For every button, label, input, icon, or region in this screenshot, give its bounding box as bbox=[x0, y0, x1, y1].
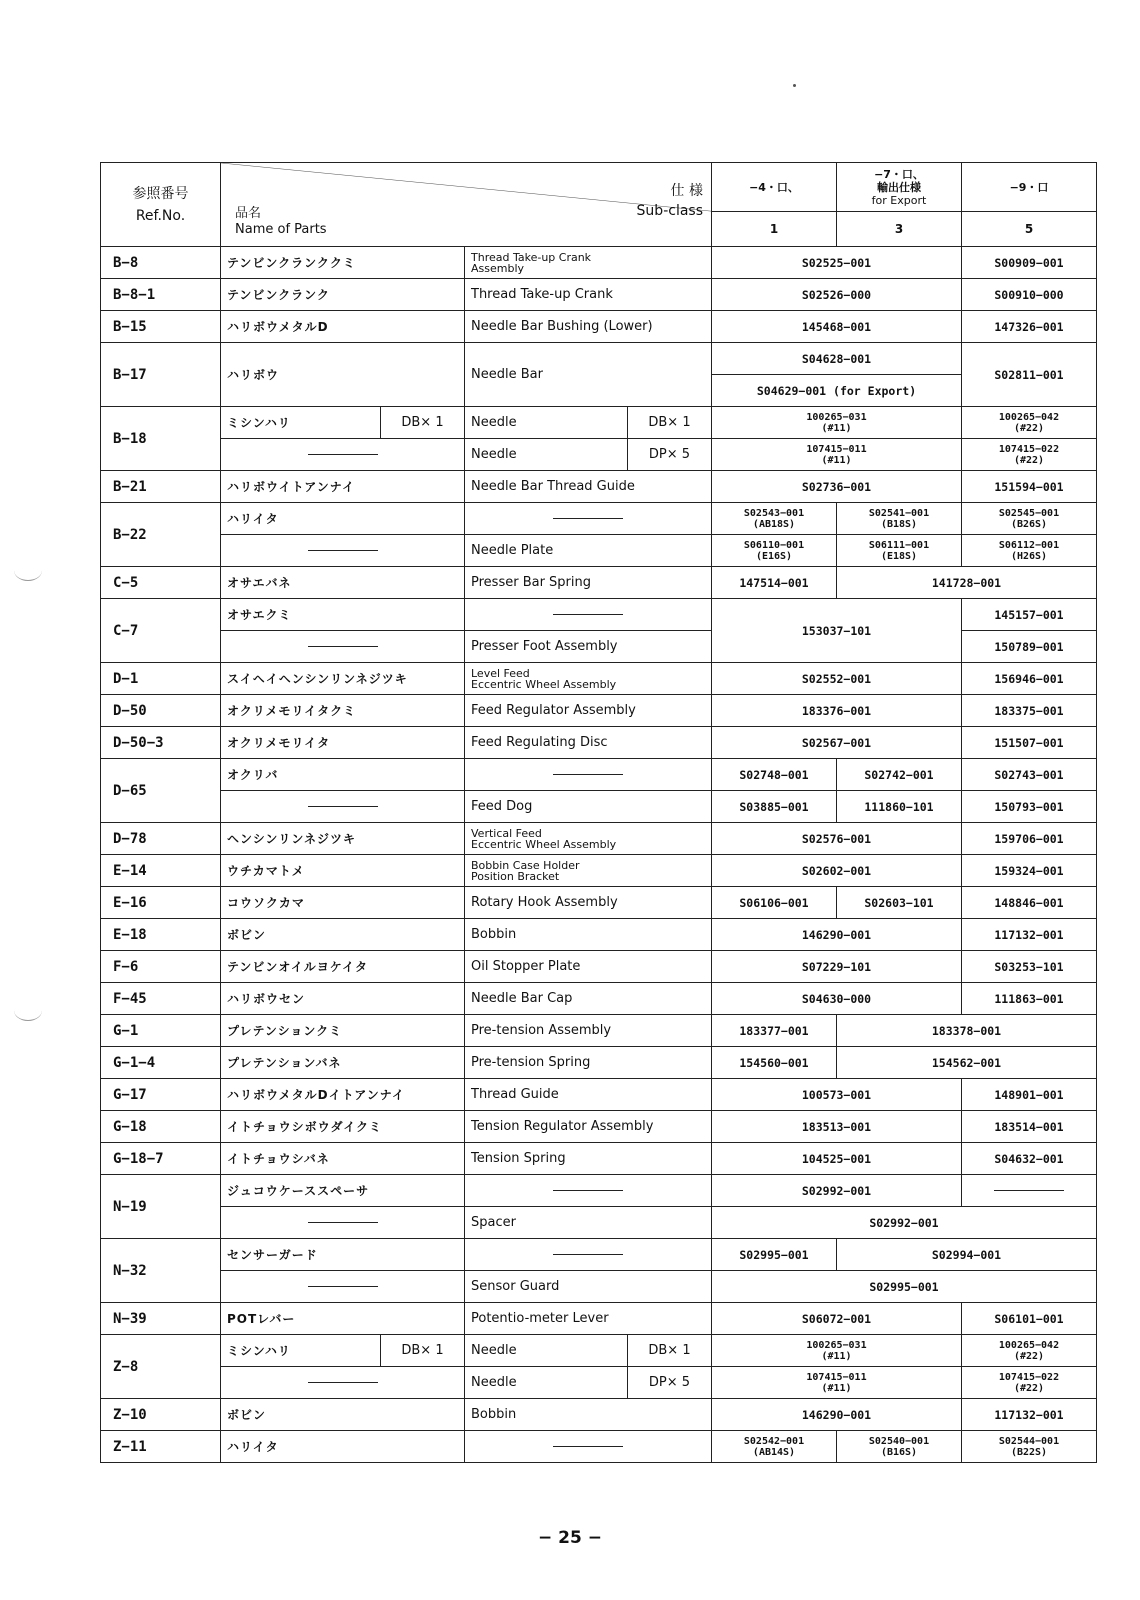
parts-table bbox=[100, 162, 1097, 1463]
table-row bbox=[101, 1431, 1097, 1463]
part-code: 151507−001 bbox=[962, 727, 1097, 759]
part-code-note: (B26S) bbox=[1010, 518, 1048, 530]
table-row bbox=[101, 1271, 1097, 1303]
name-en: Bobbin bbox=[465, 1399, 712, 1431]
name-jp: ハリボウメタルDイトアンナイ bbox=[221, 1079, 465, 1111]
name-jp: プレテンションクミ bbox=[221, 1015, 465, 1047]
name-en: Feed Dog bbox=[465, 791, 712, 823]
part-code: 145468−001 bbox=[712, 311, 962, 343]
name-jp: ハリイタ bbox=[221, 503, 465, 535]
part-code: 100573−001 bbox=[712, 1079, 962, 1111]
name-jp: ウチカマトメ bbox=[221, 855, 465, 887]
part-code: S00910−000 bbox=[962, 279, 1097, 311]
part-code: S02742−001 bbox=[837, 759, 962, 791]
ref-no: Z−8 bbox=[101, 1335, 221, 1399]
table-row bbox=[101, 951, 1097, 983]
name-jp: コウソクカマ bbox=[221, 887, 465, 919]
part-code: 183377−001 bbox=[712, 1015, 837, 1047]
name-en: Tension Regulator Assembly bbox=[465, 1111, 712, 1143]
name-en-line: Level Feed bbox=[471, 666, 530, 680]
part-code: S07229−101 bbox=[712, 951, 962, 983]
part-code: 117132−001 bbox=[962, 919, 1097, 951]
part-code: 183375−001 bbox=[962, 695, 1097, 727]
table-row bbox=[101, 279, 1097, 311]
name-jp: テンビンオイルヨケイタ bbox=[221, 951, 465, 983]
part-code bbox=[962, 1335, 1097, 1367]
table-row bbox=[101, 1111, 1097, 1143]
subclass-header bbox=[637, 181, 703, 221]
table-row bbox=[101, 983, 1097, 1015]
part-code bbox=[712, 503, 837, 535]
part-code bbox=[712, 1335, 962, 1367]
table-row bbox=[101, 567, 1097, 599]
ref-no: E−14 bbox=[101, 855, 221, 887]
part-code: S02743−001 bbox=[962, 759, 1097, 791]
part-code: S02992−001 bbox=[712, 1207, 1097, 1239]
blank-dash bbox=[221, 631, 465, 663]
name-jp: ヘンシンリンネジツキ bbox=[221, 823, 465, 855]
table-row bbox=[101, 535, 1097, 567]
blank-dash bbox=[221, 1271, 465, 1303]
variant-7-export-jp: 輸出仕様 bbox=[877, 180, 921, 194]
ref-no: B−8−1 bbox=[101, 279, 221, 311]
ref-no: F−45 bbox=[101, 983, 221, 1015]
spec-en: DP× 5 bbox=[628, 1367, 712, 1399]
part-code: 183376−001 bbox=[712, 695, 962, 727]
name-jp: イトチョウシバネ bbox=[221, 1143, 465, 1175]
name-jp: センサーガード bbox=[221, 1239, 465, 1271]
part-code: S02552−001 bbox=[712, 663, 962, 695]
table-row bbox=[101, 791, 1097, 823]
name-of-parts-header bbox=[235, 206, 327, 238]
part-code: S02994−001 bbox=[837, 1239, 1097, 1271]
part-code: 156946−001 bbox=[962, 663, 1097, 695]
part-code-note: (#22) bbox=[1013, 1350, 1045, 1362]
part-code bbox=[962, 535, 1097, 567]
ref-no: D−50−3 bbox=[101, 727, 221, 759]
name-jp: ハリイタ bbox=[221, 1431, 465, 1463]
ref-no: Z−10 bbox=[101, 1399, 221, 1431]
name-en: Thread Take-up Crank bbox=[465, 279, 712, 311]
table-row bbox=[101, 1175, 1097, 1207]
name-jp: ハリボウ bbox=[221, 343, 465, 407]
part-code-line: 107415−022 bbox=[998, 443, 1060, 455]
name-jp: ハリボウセン bbox=[221, 983, 465, 1015]
table-row bbox=[101, 439, 1097, 471]
ref-no: B−22 bbox=[101, 503, 221, 567]
name-jp: ボビン bbox=[221, 1399, 465, 1431]
part-code: S04632−001 bbox=[962, 1143, 1097, 1175]
name-jp: POTレバー bbox=[221, 1303, 465, 1335]
part-code: 183513−001 bbox=[712, 1111, 962, 1143]
speck bbox=[793, 84, 796, 87]
spec-en: DB× 1 bbox=[628, 1335, 712, 1367]
part-code: S02736−001 bbox=[712, 471, 962, 503]
name-jp: オサエクミ bbox=[221, 599, 465, 631]
table-row bbox=[101, 663, 1097, 695]
part-code: 111863−001 bbox=[962, 983, 1097, 1015]
ref-no: E−16 bbox=[101, 887, 221, 919]
part-code: S02603−101 bbox=[837, 887, 962, 919]
part-code bbox=[837, 503, 962, 535]
part-code-line: 107415−022 bbox=[998, 1371, 1060, 1383]
blank-dash bbox=[465, 1239, 712, 1271]
ref-no: B−18 bbox=[101, 407, 221, 471]
name-en: Thread Guide bbox=[465, 1079, 712, 1111]
part-code-line: 107415−011 bbox=[806, 1371, 867, 1383]
part-code-note: (AB18S) bbox=[752, 518, 796, 530]
table-row bbox=[101, 503, 1097, 535]
part-code-note: (E18S) bbox=[880, 550, 918, 562]
part-code: S02567−001 bbox=[712, 727, 962, 759]
part-code bbox=[837, 535, 962, 567]
name-en-line: Position Bracket bbox=[471, 869, 560, 883]
part-code bbox=[962, 1367, 1097, 1399]
name-en-line: Assembly bbox=[471, 261, 525, 275]
name-jp: ボビン bbox=[221, 919, 465, 951]
part-code-line: S02541−001 bbox=[868, 507, 930, 519]
part-code: S02576−001 bbox=[712, 823, 962, 855]
name-en: Needle bbox=[465, 439, 628, 471]
name-en: Oil Stopper Plate bbox=[465, 951, 712, 983]
table-row bbox=[101, 247, 1097, 279]
part-code: S06106−001 bbox=[712, 887, 837, 919]
name-jp: オクリメモリイタ bbox=[221, 727, 465, 759]
ref-no: G−17 bbox=[101, 1079, 221, 1111]
name-en: Needle bbox=[465, 1335, 628, 1367]
name-en: Feed Regulating Disc bbox=[465, 727, 712, 759]
table-row bbox=[101, 1335, 1097, 1367]
table-row bbox=[101, 599, 1097, 631]
part-code: 153037−101 bbox=[712, 599, 962, 663]
variant-4-label: −4・口、 bbox=[749, 180, 799, 194]
name-en-line: Eccentric Wheel Assembly bbox=[471, 677, 617, 691]
name-en: Feed Regulator Assembly bbox=[465, 695, 712, 727]
subclass-header-jp: 仕 様 bbox=[670, 183, 703, 199]
part-code-note: (#11) bbox=[821, 1382, 852, 1394]
part-code-note: (#22) bbox=[1013, 1382, 1045, 1394]
name-jp: オサエバネ bbox=[221, 567, 465, 599]
ref-no: B−8 bbox=[101, 247, 221, 279]
part-code: S03885−001 bbox=[712, 791, 837, 823]
part-code: S02602−001 bbox=[712, 855, 962, 887]
name-jp: ミシンハリ bbox=[221, 1335, 381, 1367]
ref-no: N−32 bbox=[101, 1239, 221, 1303]
part-code-note: (E16S) bbox=[755, 550, 793, 562]
name-en: Sensor Guard bbox=[465, 1271, 712, 1303]
blank-dash bbox=[465, 759, 712, 791]
part-code-note: (B18S) bbox=[880, 518, 918, 530]
name-en: Pre-tension Assembly bbox=[465, 1015, 712, 1047]
name-jp: スイヘイヘンシンリンネジツキ bbox=[221, 663, 465, 695]
name-en: Needle bbox=[465, 407, 628, 439]
part-code-line: S02543−001 bbox=[743, 507, 805, 519]
name-jp: オクリバ bbox=[221, 759, 465, 791]
name-jp: プレテンションバネ bbox=[221, 1047, 465, 1079]
name-en: Rotary Hook Assembly bbox=[465, 887, 712, 919]
part-code-line: 107415−011 bbox=[806, 443, 867, 455]
col-number-1: 1 bbox=[712, 212, 837, 247]
part-code: S02525−001 bbox=[712, 247, 962, 279]
part-code: 147326−001 bbox=[962, 311, 1097, 343]
part-code-line: S06112−001 bbox=[998, 539, 1060, 551]
part-code: 150789−001 bbox=[962, 631, 1097, 663]
blank-dash bbox=[221, 791, 465, 823]
part-code: 148846−001 bbox=[962, 887, 1097, 919]
spec-jp: DB× 1 bbox=[381, 407, 465, 439]
table-row bbox=[101, 919, 1097, 951]
table-row bbox=[101, 1367, 1097, 1399]
ref-no: C−5 bbox=[101, 567, 221, 599]
ref-no: B−15 bbox=[101, 311, 221, 343]
part-code: 141728−001 bbox=[837, 567, 1097, 599]
name-en: Needle Bar Thread Guide bbox=[465, 471, 712, 503]
name-jp: テンビンクランク bbox=[221, 279, 465, 311]
name-subclass-header bbox=[221, 163, 712, 247]
part-code bbox=[962, 407, 1097, 439]
blank-dash bbox=[465, 599, 712, 631]
part-code: S02748−001 bbox=[712, 759, 837, 791]
part-code: 183378−001 bbox=[837, 1015, 1097, 1047]
part-code: S02992−001 bbox=[712, 1175, 962, 1207]
variant-7-export-en: for Export bbox=[871, 193, 927, 207]
page-number: − 25 − bbox=[538, 1528, 602, 1548]
variant-header-9 bbox=[962, 163, 1097, 212]
col-number-5: 5 bbox=[962, 212, 1097, 247]
part-code bbox=[837, 1431, 962, 1463]
ref-no: D−1 bbox=[101, 663, 221, 695]
part-code bbox=[712, 535, 837, 567]
name-jp: テンビンクランククミ bbox=[221, 247, 465, 279]
part-code bbox=[712, 439, 962, 471]
name-jp: ジュコウケーススペーサ bbox=[221, 1175, 465, 1207]
part-code: 159706−001 bbox=[962, 823, 1097, 855]
ref-no-header-jp: 参照番号 bbox=[132, 185, 189, 202]
variant-header-7 bbox=[837, 163, 962, 212]
spec-en: DB× 1 bbox=[628, 407, 712, 439]
name-en bbox=[465, 855, 712, 887]
table-row bbox=[101, 1015, 1097, 1047]
part-code-note: (B22S) bbox=[1010, 1446, 1048, 1458]
part-code-line: 100265−042 bbox=[998, 411, 1060, 423]
part-code bbox=[712, 1431, 837, 1463]
part-code: 111860−101 bbox=[837, 791, 962, 823]
table-row bbox=[101, 1143, 1097, 1175]
part-code: S00909−001 bbox=[962, 247, 1097, 279]
part-code: 154560−001 bbox=[712, 1047, 837, 1079]
blank-dash bbox=[465, 503, 712, 535]
spec-en: DP× 5 bbox=[628, 439, 712, 471]
ref-no: B−17 bbox=[101, 343, 221, 407]
name-en-line: Bobbin Case Holder bbox=[471, 858, 580, 872]
ref-no: G−18−7 bbox=[101, 1143, 221, 1175]
ref-no: D−65 bbox=[101, 759, 221, 823]
ref-no: D−50 bbox=[101, 695, 221, 727]
table-row bbox=[101, 1207, 1097, 1239]
name-en bbox=[465, 247, 712, 279]
part-code: 150793−001 bbox=[962, 791, 1097, 823]
blank-dash bbox=[221, 439, 465, 471]
table-row bbox=[101, 343, 1097, 375]
part-code-note: (H26S) bbox=[1010, 550, 1048, 562]
part-code-note: (B16S) bbox=[880, 1446, 918, 1458]
part-code bbox=[712, 407, 962, 439]
table-row bbox=[101, 823, 1097, 855]
name-en: Needle Bar bbox=[465, 343, 712, 407]
ref-no: Z−11 bbox=[101, 1431, 221, 1463]
part-code: 154562−001 bbox=[837, 1047, 1097, 1079]
name-en: Potentio-meter Lever bbox=[465, 1303, 712, 1335]
ref-no: G−1 bbox=[101, 1015, 221, 1047]
subclass-header-en: Sub-class bbox=[636, 203, 703, 219]
blank-dash bbox=[465, 1431, 712, 1463]
name-en: Needle Bar Cap bbox=[465, 983, 712, 1015]
ref-no: G−1−4 bbox=[101, 1047, 221, 1079]
part-code: 183514−001 bbox=[962, 1111, 1097, 1143]
name-en bbox=[465, 823, 712, 855]
ref-no: N−19 bbox=[101, 1175, 221, 1239]
name-en: Pre-tension Spring bbox=[465, 1047, 712, 1079]
spec-jp: DB× 1 bbox=[381, 1335, 465, 1367]
table-row bbox=[101, 855, 1097, 887]
ref-no: N−39 bbox=[101, 1303, 221, 1335]
table-row bbox=[101, 311, 1097, 343]
part-code: 159324−001 bbox=[962, 855, 1097, 887]
part-code: 151594−001 bbox=[962, 471, 1097, 503]
blank-dash bbox=[221, 1207, 465, 1239]
name-en: Presser Bar Spring bbox=[465, 567, 712, 599]
table-row bbox=[101, 1303, 1097, 1335]
part-code bbox=[962, 503, 1097, 535]
variant-7-label: −7・口、 bbox=[874, 167, 924, 181]
table-row bbox=[101, 695, 1097, 727]
blank-dash bbox=[962, 1175, 1097, 1207]
name-en: Bobbin bbox=[465, 919, 712, 951]
table-row bbox=[101, 727, 1097, 759]
name-en-line: Vertical Feed bbox=[471, 826, 542, 840]
ref-no: E−18 bbox=[101, 919, 221, 951]
part-code: S04628−001 bbox=[712, 343, 962, 375]
part-code-line: 100265−031 bbox=[806, 411, 867, 423]
col-number-3: 3 bbox=[837, 212, 962, 247]
blank-dash bbox=[221, 1367, 465, 1399]
part-code: 148901−001 bbox=[962, 1079, 1097, 1111]
name-en: Needle Bar Bushing (Lower) bbox=[465, 311, 712, 343]
part-code-line: S06111−001 bbox=[868, 539, 930, 551]
name-en: Needle Plate bbox=[465, 535, 712, 567]
part-code: S02995−001 bbox=[712, 1239, 837, 1271]
part-code: 146290−001 bbox=[712, 919, 962, 951]
part-code-note: (#11) bbox=[821, 1350, 852, 1362]
ref-no: C−7 bbox=[101, 599, 221, 663]
table-row bbox=[101, 407, 1097, 439]
part-code-line: S02545−001 bbox=[998, 507, 1060, 519]
ref-no: D−78 bbox=[101, 823, 221, 855]
name-en: Presser Foot Assembly bbox=[465, 631, 712, 663]
part-code-note: (#22) bbox=[1013, 454, 1045, 466]
ref-no: B−21 bbox=[101, 471, 221, 503]
name-jp: オクリメモリイタクミ bbox=[221, 695, 465, 727]
part-code: S02811−001 bbox=[962, 343, 1097, 407]
name-jp: ハリボウイトアンナイ bbox=[221, 471, 465, 503]
table-header-row bbox=[101, 163, 1097, 212]
name-en-line: Eccentric Wheel Assembly bbox=[471, 837, 617, 851]
punch-hole-mark bbox=[14, 1000, 42, 1021]
ref-no: G−18 bbox=[101, 1111, 221, 1143]
part-code bbox=[712, 1367, 962, 1399]
part-code: S02995−001 bbox=[712, 1271, 1097, 1303]
ref-no-header-en: Ref.No. bbox=[135, 207, 186, 224]
part-code: 117132−001 bbox=[962, 1399, 1097, 1431]
table-row bbox=[101, 1399, 1097, 1431]
table-row bbox=[101, 1239, 1097, 1271]
table-row bbox=[101, 471, 1097, 503]
name-jp: イトチョウシボウダイクミ bbox=[221, 1111, 465, 1143]
punch-hole-mark bbox=[14, 560, 42, 581]
part-code: S03253−101 bbox=[962, 951, 1097, 983]
name-jp: ハリボウメタルD bbox=[221, 311, 465, 343]
part-code: S06101−001 bbox=[962, 1303, 1097, 1335]
part-code: 104525−001 bbox=[712, 1143, 962, 1175]
variant-9-label: −9・口 bbox=[1009, 180, 1049, 194]
name-en bbox=[465, 663, 712, 695]
part-code-line: 100265−031 bbox=[806, 1339, 867, 1351]
ref-no: F−6 bbox=[101, 951, 221, 983]
part-code-line: S06110−001 bbox=[743, 539, 805, 551]
name-header-jp: 品名 bbox=[235, 206, 262, 221]
blank-dash bbox=[465, 1175, 712, 1207]
ref-no-header bbox=[101, 163, 221, 247]
name-header-en: Name of Parts bbox=[235, 222, 327, 237]
part-code: 147514−001 bbox=[712, 567, 837, 599]
name-en: Spacer bbox=[465, 1207, 712, 1239]
part-code-line: 100265−042 bbox=[998, 1339, 1060, 1351]
name-en: Tension Spring bbox=[465, 1143, 712, 1175]
table-row bbox=[101, 759, 1097, 791]
part-code-line: S02544−001 bbox=[998, 1435, 1060, 1447]
table-row bbox=[101, 887, 1097, 919]
part-code-note: (#22) bbox=[1013, 422, 1045, 434]
part-code-line: S02542−001 bbox=[743, 1435, 805, 1447]
part-code: 145157−001 bbox=[962, 599, 1097, 631]
part-code: S02526−000 bbox=[712, 279, 962, 311]
part-code-note: (#11) bbox=[821, 454, 852, 466]
part-code: 146290−001 bbox=[712, 1399, 962, 1431]
part-code: S04629−001 (for Export) bbox=[712, 375, 962, 407]
part-code bbox=[962, 439, 1097, 471]
part-code-note: (AB14S) bbox=[752, 1446, 796, 1458]
part-code bbox=[962, 1431, 1097, 1463]
part-code: S04630−000 bbox=[712, 983, 962, 1015]
name-en-line: Thread Take-up Crank bbox=[471, 250, 592, 264]
blank-dash bbox=[221, 535, 465, 567]
table-row bbox=[101, 1079, 1097, 1111]
variant-header-4 bbox=[712, 163, 837, 212]
part-code-note: (#11) bbox=[821, 422, 852, 434]
name-en: Needle bbox=[465, 1367, 628, 1399]
table-row bbox=[101, 1047, 1097, 1079]
name-jp: ミシンハリ bbox=[221, 407, 381, 439]
part-code: S06072−001 bbox=[712, 1303, 962, 1335]
parts-table-container bbox=[100, 162, 1096, 1463]
part-code-line: S02540−001 bbox=[868, 1435, 930, 1447]
